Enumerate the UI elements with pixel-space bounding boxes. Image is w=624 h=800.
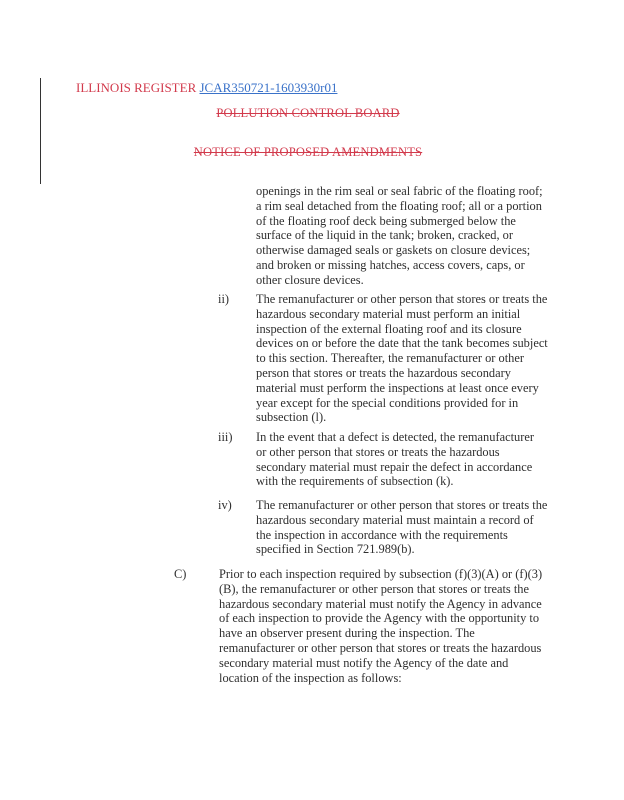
item-paragraph-iv: The remanufacturer or other person that stores or treats the hazardous secondary material must maintain a record of the inspection in accordance with the requirements specified in Section 721.989(b).	[256, 498, 548, 557]
item-paragraph-iii: In the event that a defect is detected, the remanufacturer or other person that stores or treats the hazardous secondary material must repair the defect in accordance with the requirements of subsection (k).	[256, 430, 534, 489]
section-marker-c: C)	[174, 567, 187, 581]
item-marker-ii: ii)	[218, 292, 230, 306]
section-c-paragraph: Prior to each inspection required by subsection (f)(3)(A) or (f)(3)(B), the remanufacturer or other person that stores or treats the hazardous secondary material must notify the Agency in advance of each inspection to provide the Agency with the opportunity to have an observer present during the inspection. The remanufacturer or other person that stores or treats the hazardous secondary material must notify the Agency of the date and location of the inspection as follows:	[219, 567, 543, 685]
jcar-code[interactable]: JCAR350721-1603930r01	[199, 80, 338, 95]
notice-title: NOTICE OF PROPOSED AMENDMENTS	[193, 145, 423, 159]
register-title: ILLINOIS REGISTER	[76, 80, 197, 95]
item-marker-iv: iv)	[218, 498, 232, 512]
item-paragraph-ii: The remanufacturer or other person that stores or treats the hazardous secondary material must perform an initial inspection of the external floating roof and its closure devices on or before the date that the tank becomes subject to this section. Thereafter, the remanufacturer or other person that stores or treats the hazardous secondary material must perform the inspections at least once every year except for the special conditions provided for in subsection (l).	[256, 292, 548, 425]
register-header	[76, 80, 337, 96]
item-marker-iii: iii)	[218, 430, 233, 444]
continuation-paragraph: openings in the rim seal or seal fabric of the floating roof; a rim seal detached from the floating roof; all or a portion of the floating roof deck being submerged below the surface of the liquid in the tank; broken, cracked, or otherwise damaged seals or gaskets on closure devices; and broken or missing hatches, access covers, caps, or other closure devices.	[256, 184, 543, 287]
margin-change-bar	[40, 78, 41, 184]
board-title: POLLUTION CONTROL BOARD	[216, 106, 400, 120]
